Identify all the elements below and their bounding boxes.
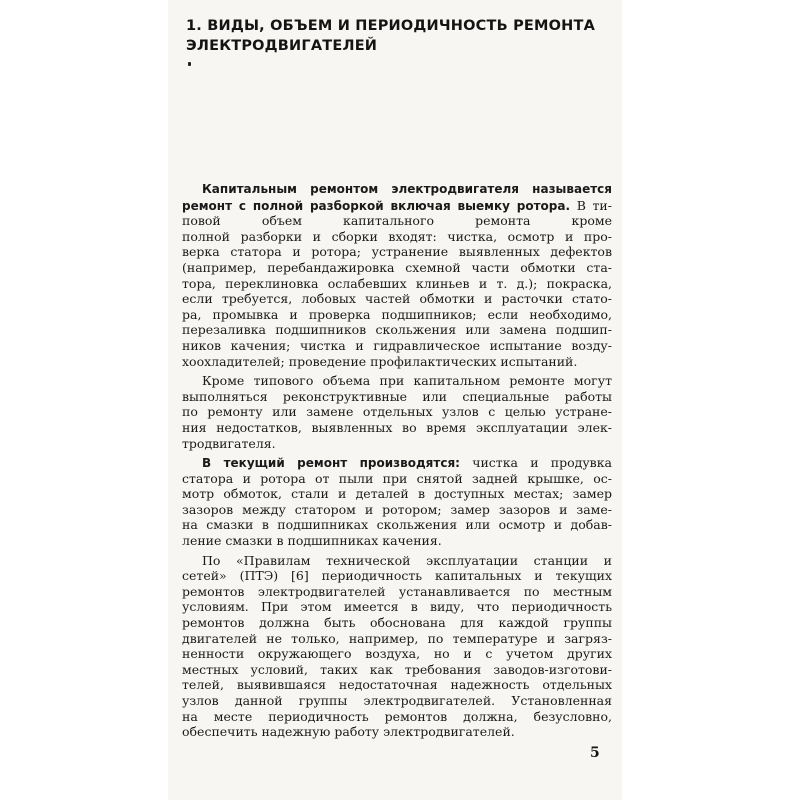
- text-line: верка статора и ротора; устранение выявленных дефектов: [182, 244, 612, 260]
- text-line: [182, 198, 612, 214]
- text-line: условиям. При этом имеется в виду, что периодичность: [182, 599, 612, 615]
- section-heading: [186, 16, 616, 56]
- text-line: [182, 455, 612, 471]
- print-speck: [188, 62, 191, 66]
- text-line: тора, переклиновка ослабевших клиньев и т. д.); покраска,: [182, 275, 612, 291]
- text-line: двигателей не только, например, по температуре и загряз-: [182, 630, 612, 646]
- text-line: ремонтов электродвигателей устанавливается по местным: [182, 583, 612, 599]
- bold-run: ремонт с полной разборкой включая выемку ротора.: [182, 198, 571, 213]
- text-line: По «Правилам технической эксплуатации станции и: [202, 552, 612, 568]
- heading-line-1: 1. ВИДЫ, ОБЪЕМ И ПЕРИОДИЧНОСТЬ РЕМОНТА: [186, 18, 596, 34]
- text-line: Кроме типового объема при капитальном ремонте могут: [202, 373, 612, 389]
- text-run: чистка и продувка: [459, 455, 612, 471]
- text-line: ремонтов должна быть обоснована для каждой группы: [182, 615, 612, 631]
- text-line: узлов данной группы электродвигателей. Установленная: [182, 693, 612, 708]
- text-line: (например, перебандажировка схемной части обмотки ста-: [182, 259, 612, 275]
- text-line: телей, выявившаяся недостаточная надежность отдельных: [182, 677, 612, 693]
- text-line: зазоров между статором и ротором; замер зазоров и заме-: [182, 501, 612, 517]
- paragraph-additional-works: [182, 373, 612, 451]
- text-line: на месте периодичность ремонтов должна, безусловно,: [182, 708, 612, 724]
- paragraph-capital-repair: [182, 182, 612, 369]
- text-line: сетей» (ПТЭ) [6] периодичность капитальных и текущих: [182, 568, 612, 584]
- text-line: если требуется, лобовых частей обмотки и расточки стато-: [182, 291, 612, 307]
- body-text: [182, 182, 612, 744]
- text-line: ников качения; чистка и гидравлическое испытание возду-: [182, 337, 612, 353]
- page-number: 5: [590, 745, 600, 761]
- text-line: тродвигателя.: [182, 435, 276, 451]
- book-page: [168, 0, 622, 800]
- text-line: хоохладителей; проведение профилактических испытаний.: [182, 353, 578, 369]
- text-line: ния недостатков, выявленных во время эксплуатации элек-: [182, 419, 612, 435]
- text-line: по ремонту или замене отдельных узлов с целью устране-: [182, 404, 612, 420]
- text-line: на смазки в подшипниках скольжения или осмотр и добав-: [182, 517, 612, 533]
- text-line: выполняться реконструктивные или специальные работы: [182, 388, 612, 404]
- paragraph-current-repair: [182, 455, 612, 549]
- text-line: повой объем капитального ремонта кроме: [182, 213, 612, 229]
- text-line: ление смазки в подшипниках качения.: [182, 533, 442, 549]
- bold-run: В текущий ремонт производятся:: [202, 456, 460, 471]
- text-line: ненности окружающего воздуха, но и с учетом других: [182, 646, 612, 662]
- text-line: ра, промывка и проверка подшипников; если необходимо,: [182, 306, 612, 322]
- heading-line-2: ЭЛЕКТРОДВИГАТЕЛЕЙ: [186, 38, 378, 54]
- text-line: обеспечить надежную работу электродвигателей.: [182, 724, 515, 740]
- text-line: мотр обмоток, стали и деталей в доступных местах; замер: [182, 486, 612, 502]
- text-line: статора и ротора от пыли при снятой задней крышке, ос-: [182, 470, 612, 486]
- text-line: местных условий, таких как требования заводов-изготови-: [182, 661, 612, 677]
- text-line: полной разборки и сборки входят: чистка, осмотр и про-: [182, 228, 612, 244]
- text-run: В ти-: [570, 197, 612, 213]
- text-line: Капитальным ремонтом электродвигателя называется: [202, 182, 612, 196]
- text-line: перезаливка подшипников скольжения или замена подшип-: [182, 322, 612, 338]
- paragraph-periodicity: [182, 553, 612, 740]
